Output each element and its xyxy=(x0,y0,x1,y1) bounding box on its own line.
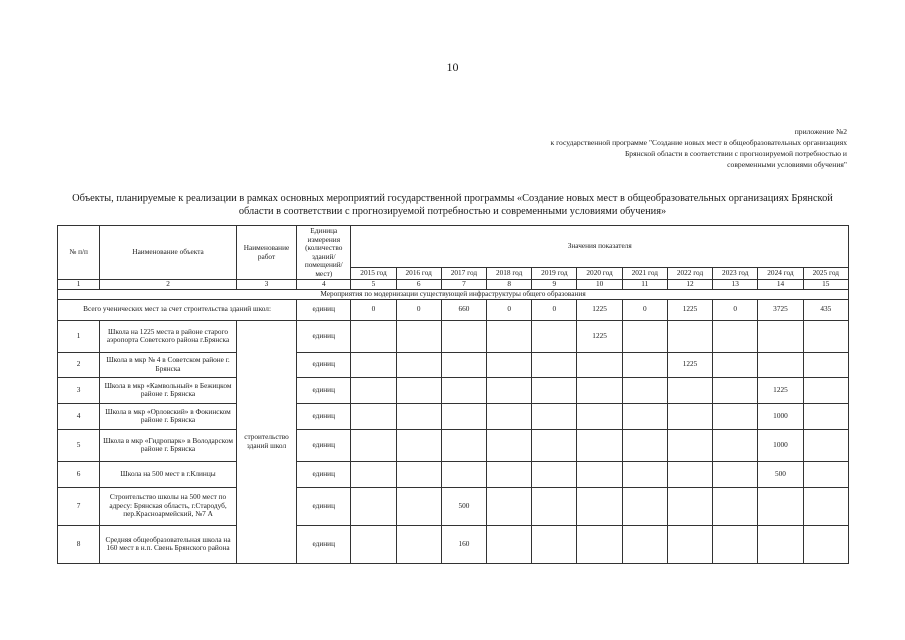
value-cell xyxy=(577,487,622,525)
total-value: 3725 xyxy=(758,299,803,320)
year-header: 2021 год xyxy=(622,268,667,280)
value-cell xyxy=(532,525,577,563)
row-number: 3 xyxy=(58,377,100,403)
value-cell xyxy=(351,377,396,403)
value-cell: 1225 xyxy=(577,320,622,352)
appendix-line-2: к государственной программе "Создание новых мест в общеобразовательных организациях xyxy=(550,138,847,147)
value-cell xyxy=(667,487,712,525)
value-cell xyxy=(577,377,622,403)
value-cell xyxy=(803,461,848,487)
total-value: 0 xyxy=(622,299,667,320)
value-cell xyxy=(441,403,486,429)
year-header: 2019 год xyxy=(532,268,577,280)
row-number: 2 xyxy=(58,352,100,377)
value-cell xyxy=(441,461,486,487)
value-cell xyxy=(351,429,396,461)
total-value: 0 xyxy=(713,299,758,320)
value-cell xyxy=(487,352,532,377)
value-cell xyxy=(803,525,848,563)
column-number: 5 xyxy=(351,280,396,290)
year-header: 2018 год xyxy=(487,268,532,280)
header-works: Наименование работ xyxy=(236,226,296,280)
value-cell xyxy=(441,377,486,403)
document-title xyxy=(60,192,845,218)
value-cell xyxy=(577,525,622,563)
appendix-note xyxy=(427,126,847,170)
column-number: 7 xyxy=(441,280,486,290)
row-number: 5 xyxy=(58,429,100,461)
total-label: Всего ученических мест за счет строительства зданий школ: xyxy=(58,299,297,320)
value-cell xyxy=(758,487,803,525)
value-cell xyxy=(396,487,441,525)
column-number: 4 xyxy=(297,280,351,290)
column-number: 11 xyxy=(622,280,667,290)
row-number: 1 xyxy=(58,320,100,352)
value-cell xyxy=(622,487,667,525)
table-row xyxy=(58,487,849,525)
row-number: 6 xyxy=(58,461,100,487)
appendix-line-3: Брянской области в соответствии с прогнозируемой потребностью и xyxy=(624,149,847,158)
total-value: 0 xyxy=(532,299,577,320)
value-cell xyxy=(577,403,622,429)
table-row xyxy=(58,352,849,377)
total-value: 1225 xyxy=(667,299,712,320)
total-value: 1225 xyxy=(577,299,622,320)
value-cell xyxy=(487,525,532,563)
value-cell xyxy=(532,352,577,377)
appendix-line-1: приложение №2 xyxy=(794,127,847,136)
year-header: 2024 год xyxy=(758,268,803,280)
column-number: 2 xyxy=(100,280,237,290)
value-cell xyxy=(577,429,622,461)
value-cell xyxy=(351,487,396,525)
value-cell xyxy=(532,487,577,525)
table-row xyxy=(58,429,849,461)
column-number: 13 xyxy=(713,280,758,290)
value-cell xyxy=(622,403,667,429)
total-value: 0 xyxy=(396,299,441,320)
works-name: строительство зданий школ xyxy=(236,320,296,563)
objects-table xyxy=(57,225,849,564)
value-cell xyxy=(713,403,758,429)
column-number: 1 xyxy=(58,280,100,290)
row-number: 7 xyxy=(58,487,100,525)
total-unit: единиц xyxy=(297,299,351,320)
object-name: Школа в мкр «Орловский» в Фокинском районе г. Брянска xyxy=(100,403,237,429)
value-cell xyxy=(532,377,577,403)
value-cell xyxy=(622,429,667,461)
column-number: 15 xyxy=(803,280,848,290)
value-cell xyxy=(622,525,667,563)
value-cell xyxy=(667,461,712,487)
value-cell xyxy=(351,461,396,487)
value-cell xyxy=(487,377,532,403)
value-cell xyxy=(622,377,667,403)
value-cell xyxy=(577,352,622,377)
year-header: 2015 год xyxy=(351,268,396,280)
column-number: 9 xyxy=(532,280,577,290)
value-cell xyxy=(758,352,803,377)
value-cell xyxy=(487,461,532,487)
value-cell xyxy=(351,403,396,429)
value-cell: 1000 xyxy=(758,429,803,461)
column-number: 8 xyxy=(487,280,532,290)
value-cell xyxy=(396,320,441,352)
year-header: 2025 год xyxy=(803,268,848,280)
value-cell xyxy=(713,320,758,352)
column-number: 6 xyxy=(396,280,441,290)
table-row xyxy=(58,320,849,352)
unit-cell: единиц xyxy=(297,461,351,487)
value-cell xyxy=(577,461,622,487)
year-header: 2017 год xyxy=(441,268,486,280)
year-header: 2020 год xyxy=(577,268,622,280)
value-cell xyxy=(803,403,848,429)
value-cell xyxy=(667,377,712,403)
value-cell xyxy=(758,525,803,563)
value-cell xyxy=(351,525,396,563)
value-cell xyxy=(713,461,758,487)
object-name: Школа в мкр «Гидропарк» в Володарском районе г. Брянска xyxy=(100,429,237,461)
column-number: 12 xyxy=(667,280,712,290)
value-cell xyxy=(532,461,577,487)
unit-cell: единиц xyxy=(297,352,351,377)
object-name: Средняя общеобразовательная школа на 160 мест в н.п. Свень Брянского района xyxy=(100,525,237,563)
value-cell xyxy=(622,320,667,352)
object-name: Школа в мкр № 4 в Советском районе г. Брянска xyxy=(100,352,237,377)
value-cell xyxy=(396,377,441,403)
header-object-name: Наименование объекта xyxy=(100,226,237,280)
value-cell xyxy=(396,352,441,377)
title-line-1: Объекты, планируемые к реализации в рамках основных мероприятий государственной программы «Создание новых мест в общеобразовательных организациях Брянской xyxy=(72,193,833,204)
appendix-line-4: современными условиями обучения" xyxy=(727,160,847,169)
column-number: 14 xyxy=(758,280,803,290)
value-cell xyxy=(532,320,577,352)
total-value: 435 xyxy=(803,299,848,320)
value-cell xyxy=(713,377,758,403)
value-cell: 500 xyxy=(441,487,486,525)
value-cell xyxy=(713,487,758,525)
value-cell xyxy=(667,525,712,563)
value-cell xyxy=(351,320,396,352)
unit-cell: единиц xyxy=(297,429,351,461)
value-cell xyxy=(487,487,532,525)
title-line-2: области в соответствии с прогнозируемой потребностью и современными условиями обучения» xyxy=(238,206,667,217)
value-cell xyxy=(532,403,577,429)
value-cell xyxy=(396,429,441,461)
value-cell xyxy=(803,429,848,461)
total-value: 660 xyxy=(441,299,486,320)
value-cell xyxy=(441,352,486,377)
table-row xyxy=(58,377,849,403)
unit-cell: единиц xyxy=(297,487,351,525)
unit-cell: единиц xyxy=(297,320,351,352)
total-value: 0 xyxy=(487,299,532,320)
object-name: Школа на 500 мест в г.Клинцы xyxy=(100,461,237,487)
table-row xyxy=(58,461,849,487)
header-unit: Единица измерения (количество зданий/помещений/мест) xyxy=(297,226,351,280)
column-number: 10 xyxy=(577,280,622,290)
value-cell xyxy=(487,429,532,461)
value-cell xyxy=(622,461,667,487)
year-header: 2022 год xyxy=(667,268,712,280)
value-cell xyxy=(713,525,758,563)
row-number: 8 xyxy=(58,525,100,563)
value-cell xyxy=(396,525,441,563)
total-value: 0 xyxy=(351,299,396,320)
object-name: Школа на 1225 места в районе старого аэропорта Советского района г.Брянска xyxy=(100,320,237,352)
value-cell xyxy=(532,429,577,461)
row-number: 4 xyxy=(58,403,100,429)
value-cell xyxy=(713,352,758,377)
unit-cell: единиц xyxy=(297,377,351,403)
value-cell xyxy=(622,352,667,377)
value-cell xyxy=(396,403,441,429)
unit-cell: единиц xyxy=(297,403,351,429)
column-number: 3 xyxy=(236,280,296,290)
value-cell: 1225 xyxy=(758,377,803,403)
value-cell xyxy=(803,320,848,352)
year-header: 2023 год xyxy=(713,268,758,280)
object-name: Строительство школы на 500 мест по адресу: Брянская область, г.Стародуб, пер.Красноармейский, №7 А xyxy=(100,487,237,525)
value-cell xyxy=(441,320,486,352)
value-cell xyxy=(396,461,441,487)
value-cell xyxy=(487,320,532,352)
value-cell: 500 xyxy=(758,461,803,487)
table-row xyxy=(58,525,849,563)
value-cell xyxy=(667,320,712,352)
unit-cell: единиц xyxy=(297,525,351,563)
object-name: Школа в мкр «Камвольный» в Бежицком районе г. Брянска xyxy=(100,377,237,403)
year-header: 2016 год xyxy=(396,268,441,280)
header-num: № п/п xyxy=(58,226,100,280)
value-cell xyxy=(667,429,712,461)
table-row xyxy=(58,403,849,429)
value-cell xyxy=(351,352,396,377)
value-cell xyxy=(758,320,803,352)
value-cell: 160 xyxy=(441,525,486,563)
value-cell xyxy=(487,403,532,429)
value-cell xyxy=(803,487,848,525)
value-cell: 1000 xyxy=(758,403,803,429)
value-cell xyxy=(441,429,486,461)
value-cell xyxy=(713,429,758,461)
header-values: Значения показателя xyxy=(351,226,849,268)
page-number: 10 xyxy=(446,60,459,74)
value-cell xyxy=(667,403,712,429)
value-cell: 1225 xyxy=(667,352,712,377)
value-cell xyxy=(803,352,848,377)
value-cell xyxy=(803,377,848,403)
section-title: Мероприятия по модернизации существующей инфраструктуры общего образования xyxy=(58,289,849,299)
